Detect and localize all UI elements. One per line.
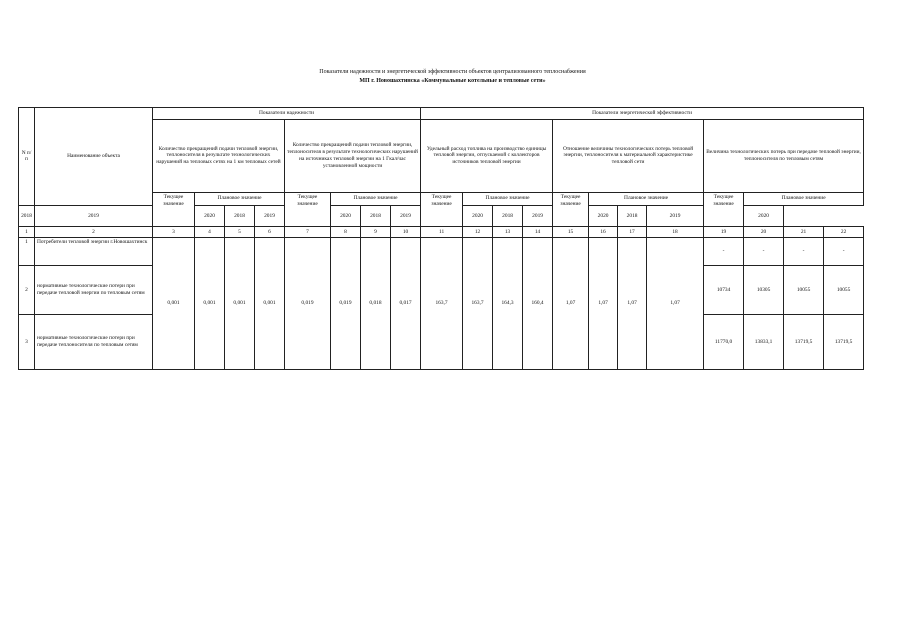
header-year: 2019	[647, 205, 704, 226]
document-subtitle: МП г. Новошахтинска «Коммунальные котельные и тепловые сети»	[359, 78, 546, 84]
column-number: 8	[331, 227, 361, 237]
header-planned-2: Плановое значение	[331, 192, 421, 205]
header-indicator-5: Величина технологических потерь при передаче тепловой энергии, теплоносителя по тепловым сетям	[704, 119, 864, 192]
header-year: 2020	[463, 205, 493, 226]
header-planned-4: Плановое значение	[589, 192, 704, 205]
header-planned-1: Плановое значение	[195, 192, 285, 205]
column-number: 14	[523, 227, 553, 237]
header-year: 2020	[195, 205, 225, 226]
column-number: 13	[493, 227, 523, 237]
row-num: 3	[19, 315, 35, 370]
ind5-2020: 13719,5	[824, 315, 864, 370]
ind1-2020: 0,001	[255, 237, 285, 369]
header-year: 2020	[589, 205, 618, 226]
column-number: 22	[824, 227, 864, 237]
header-year: 2019	[35, 205, 153, 226]
header-year: 2018	[618, 205, 647, 226]
ind3-2018: 163,7	[463, 237, 493, 369]
column-number: 15	[553, 227, 589, 237]
header-planned-3: Плановое значение	[463, 192, 553, 205]
header-year: 2020	[744, 205, 784, 226]
ind5-current: 10734	[704, 265, 744, 314]
header-group-reliability: Показатели надежности	[153, 108, 421, 120]
header-indicator-1: Количество прекращений подачи тепловой энергии, теплоносителя в результате технологических нарушений на тепловых сетях на 1 км тепловых сетей	[153, 119, 285, 192]
header-current-1: Текущее значение	[153, 192, 195, 226]
row-num: 2	[19, 265, 35, 314]
row-object-name: Потребители тепловой энергии г.Новошахтинск	[35, 237, 153, 265]
ind4-current: 1,07	[553, 237, 589, 369]
header-year: 2018	[493, 205, 523, 226]
column-number: 2	[35, 227, 153, 237]
header-indicator-2: Количество прекращений подачи тепловой энергии, теплоносителя в результате технологических нарушений на источниках тепловой энергии на 1 Гкал/час установленной мощности	[285, 119, 421, 192]
ind5-2019: 13719,5	[784, 315, 824, 370]
header-year: 2020	[331, 205, 361, 226]
column-number: 20	[744, 227, 784, 237]
column-number: 1	[19, 227, 35, 237]
ind4-2019: 1,07	[618, 237, 647, 369]
ind5-2019: -	[784, 237, 824, 265]
column-number: 10	[391, 227, 421, 237]
ind5-current: 11770,0	[704, 315, 744, 370]
header-year: 2018	[19, 205, 35, 226]
ind2-2019: 0,018	[361, 237, 391, 369]
column-number: 19	[704, 227, 744, 237]
document-title: Показатели надежности и энергетической эффективности объектов централизованного теплоснабжения	[319, 69, 586, 75]
header-year: 2019	[391, 205, 421, 226]
ind2-2018: 0,019	[331, 237, 361, 369]
ind1-current: 0,001	[153, 237, 195, 369]
ind5-2020: 10055	[824, 265, 864, 314]
column-number: 3	[153, 227, 195, 237]
header-indicator-3: Удельный расход топлива на производство единицы тепловой энергии, отпускаемой с коллекторов источников тепловой энергии	[421, 119, 553, 192]
ind2-current: 0,019	[285, 237, 331, 369]
ind5-2018: 10305	[744, 265, 784, 314]
indicators-table	[18, 107, 864, 370]
row-object-name: нормативные технологические потери при передаче теплоносителя по тепловым сетям	[35, 315, 153, 370]
column-number: 17	[618, 227, 647, 237]
header-year: 2019	[523, 205, 553, 226]
header-indicator-4: Отношение величины технологических потерь тепловой энергии, теплоносителя к материальной характеристике тепловой сети	[553, 119, 704, 192]
column-number: 5	[225, 227, 255, 237]
ind1-2018: 0,001	[195, 237, 225, 369]
ind2-2020: 0,017	[391, 237, 421, 369]
ind1-2019: 0,001	[225, 237, 255, 369]
column-number: 21	[784, 227, 824, 237]
header-year: 2019	[255, 205, 285, 226]
column-number-row	[19, 227, 864, 237]
column-number: 12	[463, 227, 493, 237]
table-row	[19, 237, 864, 265]
header-current-4: Текущее значение	[553, 192, 589, 226]
ind3-2020: 160,4	[523, 237, 553, 369]
ind5-2020: -	[824, 237, 864, 265]
header-planned-5: Плановое значение	[744, 192, 864, 205]
ind5-2018: -	[744, 237, 784, 265]
ind4-2018: 1,07	[589, 237, 618, 369]
header-object-name: Наименование объекта	[35, 108, 153, 206]
column-number: 4	[195, 227, 225, 237]
row-num: 1	[19, 237, 35, 265]
column-number: 11	[421, 227, 463, 237]
ind4-2020: 1,07	[647, 237, 704, 369]
ind5-current: -	[704, 237, 744, 265]
column-number: 6	[255, 227, 285, 237]
header-year: 2018	[225, 205, 255, 226]
ind3-current: 163,7	[421, 237, 463, 369]
column-number: 18	[647, 227, 704, 237]
ind5-2018: 13833,1	[744, 315, 784, 370]
header-num: N п/п	[19, 108, 35, 206]
column-number: 7	[285, 227, 331, 237]
header-current-2: Текущее значение	[285, 192, 331, 226]
column-number: 16	[589, 227, 618, 237]
header-current-5: Текущее значение	[704, 192, 744, 226]
header-current-3: Текущее значение	[421, 192, 463, 226]
ind5-2019: 10055	[784, 265, 824, 314]
column-number: 9	[361, 227, 391, 237]
header-year: 2018	[361, 205, 391, 226]
row-object-name: нормативные технологические потери при передаче тепловой энергии по тепловым сетям	[35, 265, 153, 314]
ind3-2019: 164,3	[493, 237, 523, 369]
header-group-energy: Показатели энергетической эффективности	[421, 108, 864, 120]
